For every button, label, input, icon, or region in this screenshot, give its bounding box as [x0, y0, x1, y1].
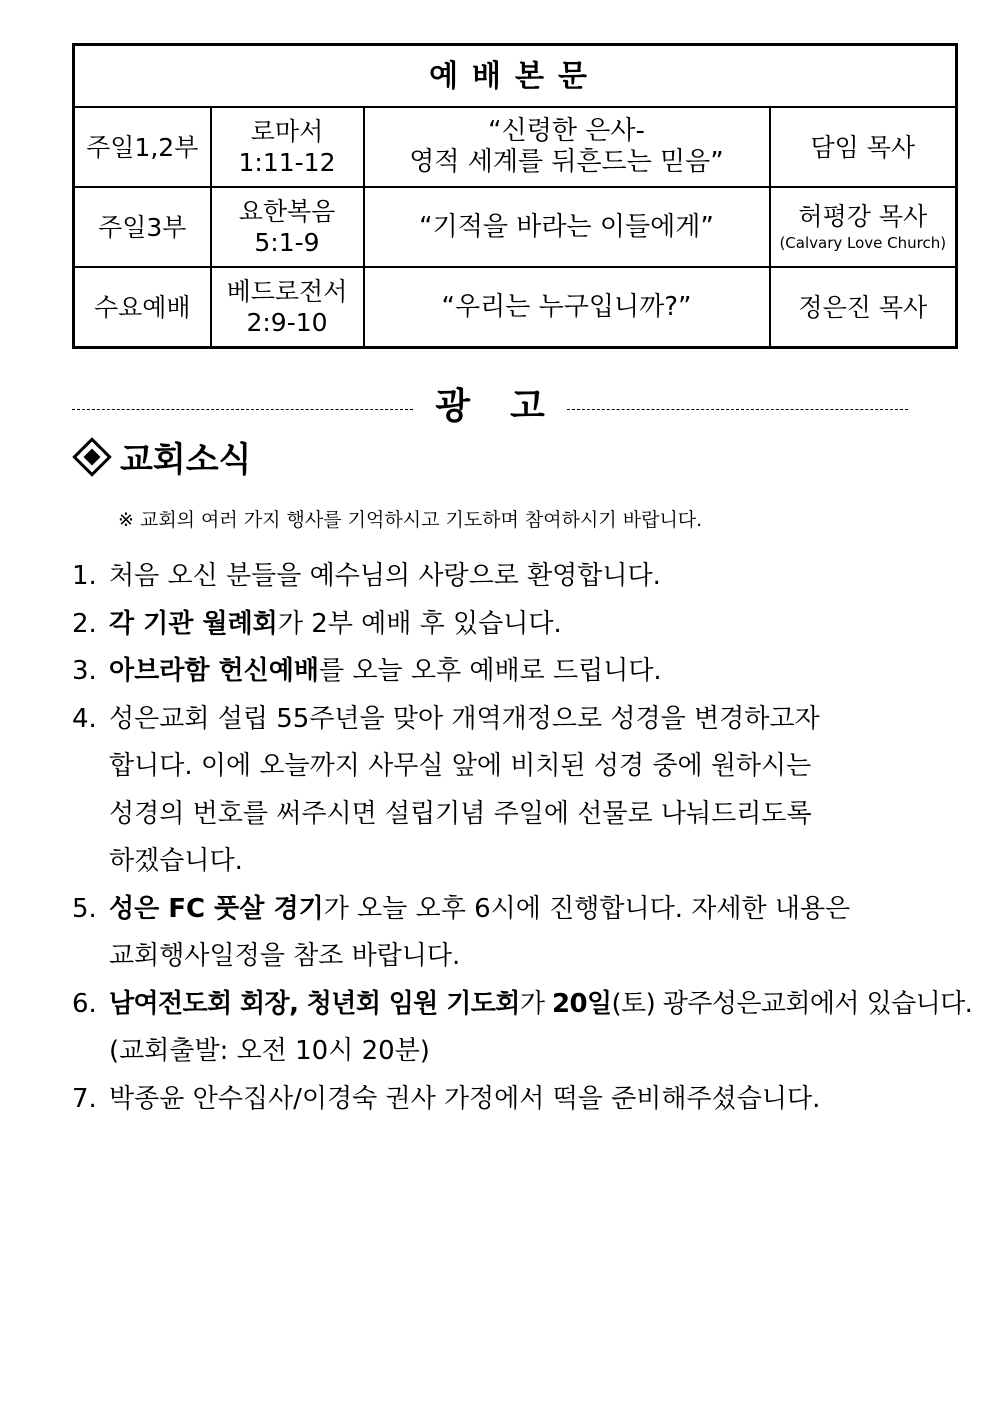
scripture-passage [211, 187, 364, 267]
sermon-title-line: 영적 세계를 뒤흔드는 믿음” [409, 147, 724, 177]
list-item [72, 696, 952, 886]
passage-ref: 1:11-12 [238, 148, 336, 177]
sermon-row [74, 267, 957, 348]
item-highlight: 아브라함 헌신예배 [109, 656, 319, 686]
item-highlight: 성은 FC 풋살 경기 [109, 893, 324, 924]
sermon-table [72, 43, 958, 349]
item-line [109, 981, 972, 1029]
passage-book: 로마서 [250, 117, 324, 146]
preacher-church: (Calvary Love Church) [779, 233, 947, 252]
item-text: 박종윤 안수집사/이경숙 권사 가정에서 떡을 준비해주셨습니다. [109, 1083, 821, 1114]
sermon-table-title: 예배본문 [74, 45, 957, 108]
item-rest: (토) 광주성은교회에서 있습니다. [611, 988, 973, 1019]
item-highlight: 남여전도회 회장, 청년회 임원 기도회 [109, 988, 520, 1019]
sermon-title [364, 107, 770, 187]
sermon-title-line: “신령한 은사- [488, 116, 645, 146]
item-line [109, 886, 952, 934]
passage-book: 요한복음 [238, 197, 336, 226]
item-rest: 를 오늘 오후 예배로 드립니다. [318, 656, 662, 686]
scripture-passage [211, 267, 364, 348]
item-number: 3. [72, 656, 97, 686]
dashed-divider-right [567, 409, 908, 410]
service-name: 주일3부 [74, 187, 211, 267]
sermon-title: “기적을 바라는 이들에게” [364, 187, 770, 267]
item-text [109, 696, 952, 886]
item-number: 6. [72, 988, 97, 1019]
list-item [72, 648, 952, 696]
list-item [72, 886, 952, 981]
preacher-cell [770, 187, 957, 267]
passage-ref: 5:1-9 [254, 228, 320, 257]
item-mid: 가 [519, 988, 553, 1019]
passage-ref: 2:9-10 [246, 308, 328, 337]
preacher: 정은진 목사 [770, 267, 957, 348]
item-line: 성경의 번호를 써주시면 설립기념 주일에 선물로 나눠드리도록 [109, 798, 812, 829]
item-number: 1. [72, 561, 97, 591]
scripture-passage [211, 107, 364, 187]
announcement-list [72, 553, 973, 1123]
list-item [72, 1076, 952, 1124]
diamond-bullet-icon [72, 437, 112, 477]
item-rest: 가 2부 예배 후 있습니다. [277, 608, 562, 639]
item-number: 4. [72, 703, 97, 734]
item-line: (교회출발: 오전 10시 20분) [109, 1036, 430, 1066]
list-item [72, 981, 973, 1076]
item-text [109, 648, 952, 696]
item-line: 하겠습니다. [109, 846, 243, 876]
item-text [109, 981, 972, 1076]
sermon-row [74, 187, 957, 267]
item-highlight: 각 기관 월례회 [109, 608, 278, 639]
service-name: 수요예배 [74, 267, 211, 348]
item-number: 2. [72, 608, 97, 639]
section-heading-text: 교회소식 [120, 440, 252, 480]
service-name: 주일1,2부 [74, 107, 211, 187]
item-text [109, 601, 952, 649]
item-line: 합니다. 이에 오늘까지 사무실 앞에 비치된 성경 중에 원하시는 [109, 751, 812, 781]
item-text: 처음 오신 분들을 예수님의 사랑으로 환영합니다. [109, 561, 661, 591]
item-rest: 가 오늘 오후 6시에 진행합니다. 자세한 내용은 [323, 893, 851, 924]
passage-book: 베드로전서 [226, 277, 348, 306]
list-item [72, 601, 952, 649]
notice-text: ※ 교회의 여러 가지 행사를 기억하시고 기도하며 참여하시기 바랍니다. [118, 509, 703, 531]
preacher: 허평강 목사 [798, 201, 928, 231]
item-line: 교회행사일정을 참조 바랍니다. [109, 941, 461, 971]
sermon-title: “우리는 누구입니까?” [364, 267, 770, 348]
section-heading [72, 432, 251, 481]
item-number: 5. [72, 893, 97, 924]
dashed-divider-left [72, 409, 413, 410]
preacher: 담임 목사 [770, 107, 957, 187]
item-line: 성은교회 설립 55주년을 맞아 개역개정으로 성경을 변경하고자 [109, 703, 820, 734]
ads-title: 광고 [435, 385, 585, 427]
item-number: 7. [72, 1083, 97, 1114]
item-date: 20일 [552, 988, 612, 1019]
list-item [72, 553, 952, 601]
ads-header [72, 378, 908, 428]
sermon-row [74, 107, 957, 187]
item-text [109, 886, 952, 981]
